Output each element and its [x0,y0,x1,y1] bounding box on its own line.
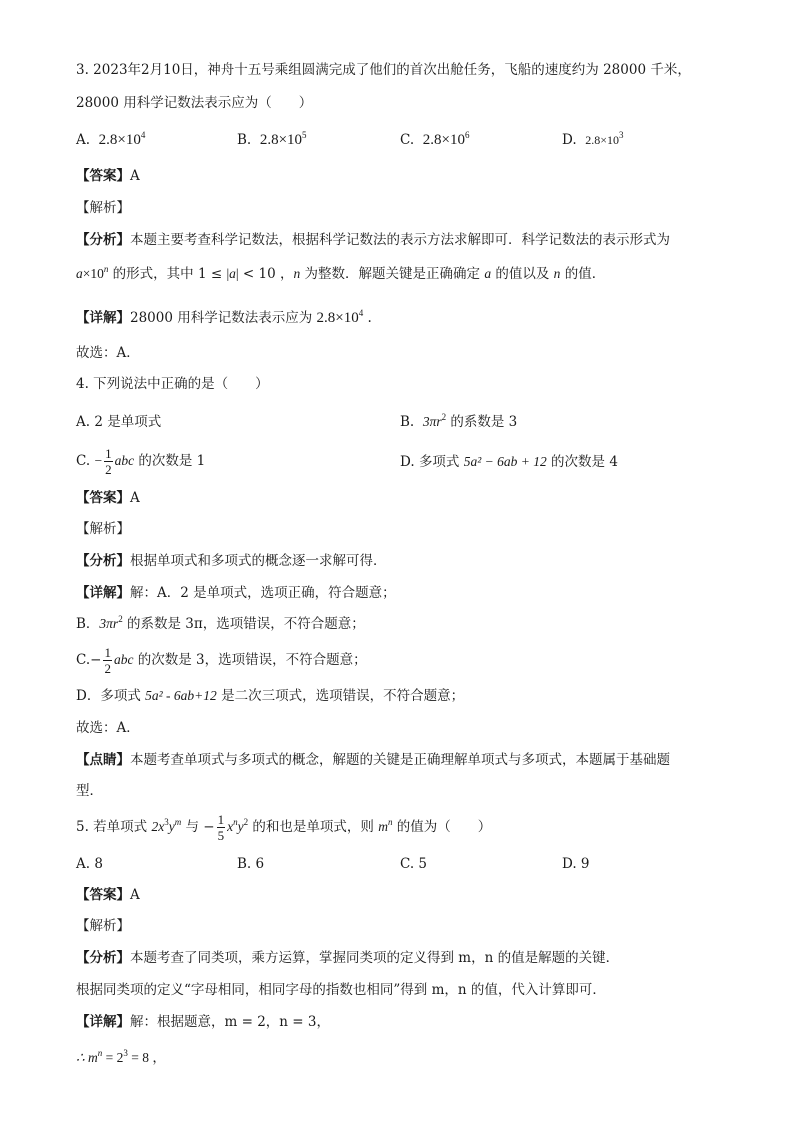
q5-analysis-line2: 根据同类项的定义“字母相同，相同字母的指数也相同”得到 m，n 的值，代入计算即可． [76,982,606,998]
q5-option-a: A. 8 [76,856,103,872]
q3-stem-line1: 3. 2023年2月10日，神舟十五号乘组圆满完成了他们的首次出舱任务，飞船的速度约为 28000 千米， [76,62,691,78]
q5-stem: 5. 若单项式 $2x^3y^m$ 与 − $\frac{1}{5}$ $x^ny^2$ 的和也是单项式，则 $m^n$ 的值为（ ） [76,812,492,843]
q4-option-b: B. $3\pi r^2$ 的系数是 3 [400,412,518,430]
q3-solution: 【详解】28000 用科学记数法表示应为 $2.8\times 10^4$ . [76,308,372,326]
q3-option-b: B. $2.8\times 10^5$ [237,130,307,148]
q3-option-c: C. $2.8\times 10^6$ [400,130,470,148]
q4-solution-d: D．多项式 5a² - 6ab+12 是二次三项式，选项错误，不符合题意； [76,688,465,704]
q3-analysis-line2: $a\times 10^n$ 的形式，其中 1 ≤ |a| < 10 ，n 为整数．解题关键是正确确定 a 的值以及 n 的值． [76,264,606,282]
q4-solution-a: 【详解】解：A．2 是单项式，选项正确，符合题意； [76,585,396,601]
q5-solution: 【详解】解：根据题意，m = 2，n = 3， [76,1014,330,1030]
q4-jiexi-heading: 【解析】 [76,521,130,537]
q4-stem: 4. 下列说法中正确的是（ ） [76,376,269,392]
q5-result: ∴ $m^n = 2^3 = 8$ ， [76,1048,166,1065]
q4-answer: 【答案】A [76,490,140,506]
q3-stem-line2: 28000 用科学记数法表示应为（ ） [76,95,313,111]
q3-jiexi-heading: 【解析】 [76,200,130,216]
q5-analysis-line1: 【分析】本题考查了同类项，乘方运算，掌握同类项的定义得到 m，n 的值是解题的关键． [76,950,620,966]
q4-comment-line2: 型． [76,783,103,799]
q4-option-c: C. − $\frac{1}{2}$ abc 的次数是 1 [76,446,206,477]
q4-choice: 故选：A． [76,720,140,736]
q4-analysis: 【分析】根据单项式和多项式的概念逐一求解可得． [76,553,387,569]
q3-option-a: A. $2.8\times 10^4$ [76,130,146,148]
q5-option-b: B. 6 [237,856,265,872]
q5-answer: 【答案】A [76,887,140,903]
q3-answer: 【答案】A [76,168,140,184]
q4-solution-c: C.− $\frac{1}{2}$ abc 的次数是 3，选项错误，不符合题意； [76,645,367,676]
q4-option-a: A. 2 是单项式 [76,414,162,430]
q5-option-c: C. 5 [400,856,428,872]
q3-analysis-line1: 【分析】本题主要考查科学记数法，根据科学记数法的表示方法求解即可．科学记数法的表示形式为 [76,232,670,248]
q4-comment-line1: 【点睛】本题考查单项式与多项式的概念，解题的关键是正确理解单项式与多项式，本题属于基础题 [76,752,670,768]
q3-option-d: D. $2.8\times 10^3$ [562,130,624,148]
q4-option-d: D. 多项式 5a² − 6ab + 12 的次数是 4 [400,454,618,470]
q5-option-d: D. 9 [562,856,590,872]
q5-jiexi-heading: 【解析】 [76,918,130,934]
q3-choice: 故选：A． [76,345,140,361]
q4-solution-b: B．$3\pi r^2$ 的系数是 3π，选项错误，不符合题意； [76,614,365,632]
